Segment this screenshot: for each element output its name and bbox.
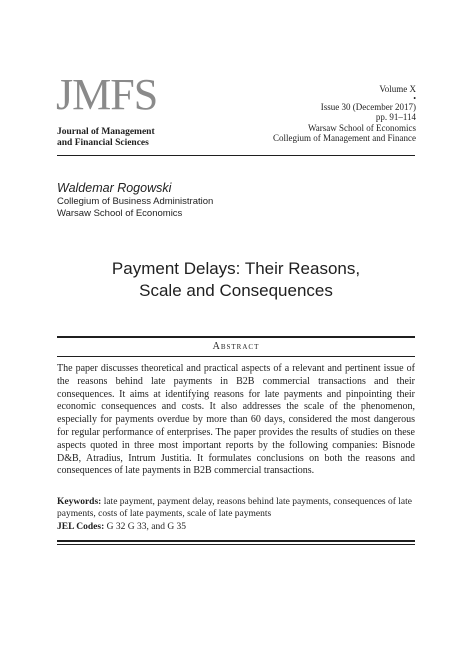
school-name: Warsaw School of Economics [308,122,416,133]
volume: Volume X [379,84,416,94]
jel-text: G 32 G 33, and G 35 [106,522,187,532]
journal-logo: JMFS [56,70,158,119]
paper-title-line-1: Payment Delays: Their Reasons, [111,259,361,278]
keywords-text: late payment, payment delay, reasons behind late payments, consequences of late payments, costs of late payments, scale of late payments [57,497,412,519]
abstract-heading: Abstract [212,341,260,352]
header-divider [57,155,415,156]
author-affiliation-2: Warsaw School of Economics [57,207,183,219]
issue: Issue 30 (December 2017) [320,101,416,112]
jel-label: JEL Codes: [57,522,105,532]
author-block [57,181,213,219]
jel-codes [57,521,415,533]
journal-name-line-2: and Financial Sciences [57,138,149,148]
keywords-label: Keywords: [57,497,102,507]
bullet-separator: • [413,93,416,103]
abstract-text: The paper discusses theoretical and practical aspects of a relevant and pertinent issue of the reasons behind late payments in B2B commercial transactions and their consequences. It aims at identifying reasons for late payments and pinpointing their economic consequences and costs. It also addresses the scale of the phenomenon, especially for payments overdue by more than 60 days, considered the most dangerous for regular performance of enterprises. The paper provides the results of studies on these aspects quoted in three most important reports by the following companies: Bisnode D&B, Atradius, Intrum Justitia. It formulates conclusions on both the reasons and consequences of late payments in B2B commercial transactions. [57,363,415,477]
paper-title [57,258,415,302]
abstract-bottom-rule-thin [57,544,415,545]
collegium-name: Collegium of Management and Finance [273,133,416,143]
author-name: Waldemar Rogowski [57,181,172,195]
abstract-top-rule [57,336,415,338]
keywords [57,496,415,520]
journal-name [57,127,155,149]
page-range: pp. 91–114 [375,112,416,122]
abstract-bottom-rule-thick [57,540,415,542]
issue-info [226,84,416,144]
author-affiliation-1: Collegium of Business Administration [57,196,214,207]
paper-title-line-2: Scale and Consequences [139,281,333,300]
journal-name-line-1: Journal of Management [57,127,155,137]
abstract-heading-rule [57,356,415,357]
